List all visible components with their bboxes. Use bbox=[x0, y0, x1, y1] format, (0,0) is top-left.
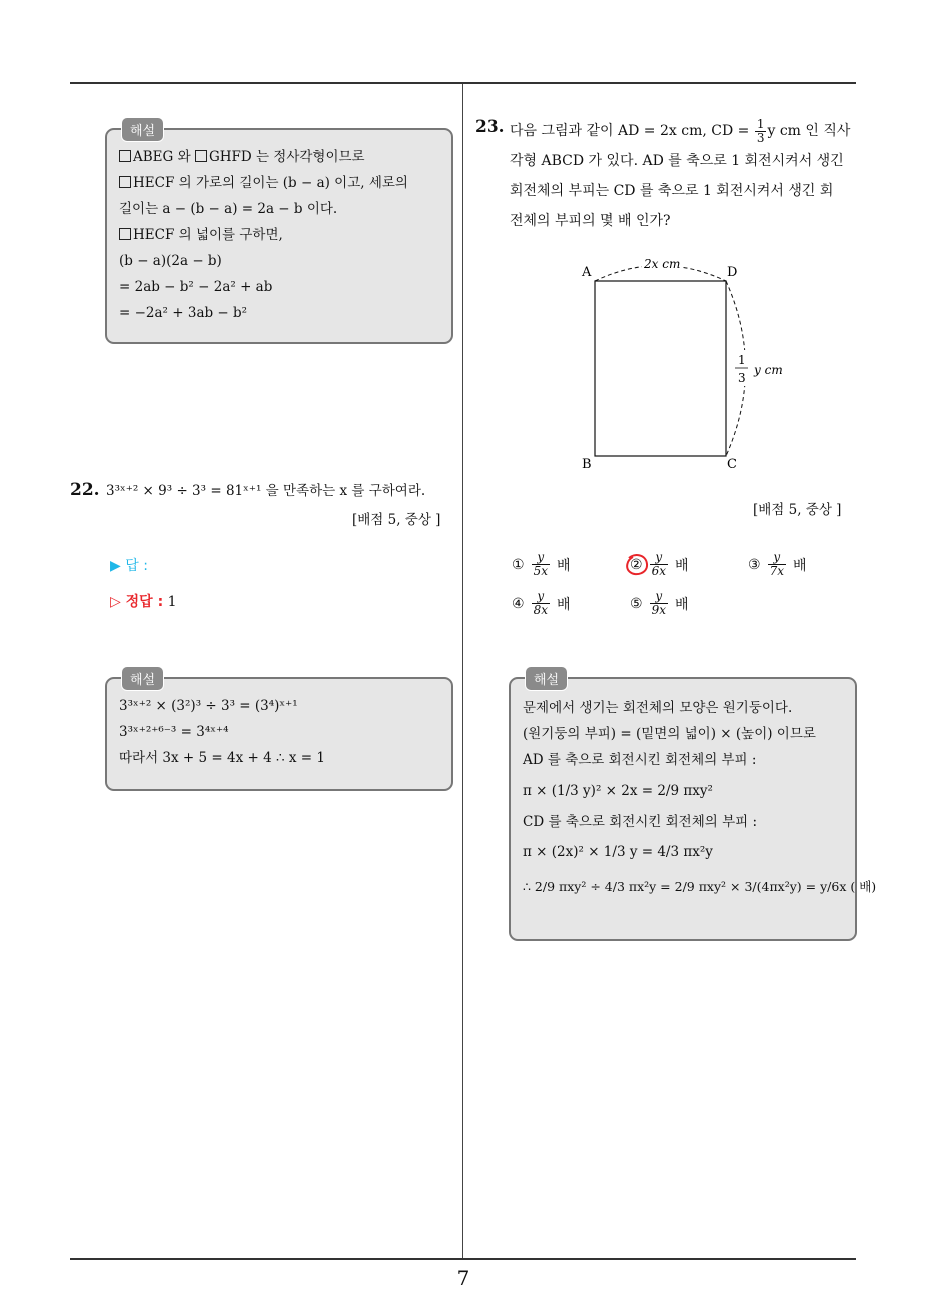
question-22-score: [배점 5, 중상 ] bbox=[352, 512, 441, 528]
choice-1[interactable]: ① $\frac{y}{5x}$ 배 bbox=[512, 550, 571, 578]
vertex-label-b: B bbox=[582, 457, 592, 472]
solution-tag: 해설 bbox=[525, 666, 568, 691]
answer-field-label[interactable]: ▶ 답 : bbox=[110, 558, 148, 574]
solution-line: π × (1/3 y)² × 2x = 2/9 πxy² bbox=[523, 783, 713, 799]
solution-line: (b − a)(2a − b) bbox=[119, 253, 222, 269]
correct-answer-value: 1 bbox=[167, 594, 177, 610]
question-23-score: [배점 5, 중상 ] bbox=[753, 502, 842, 518]
side-length-den: 3 bbox=[738, 371, 746, 385]
solution-line: HECF 의 넓이를 구하면, bbox=[119, 222, 439, 248]
bottom-rule bbox=[70, 1258, 856, 1260]
selected-circle-icon bbox=[624, 552, 650, 578]
question-22-text: 3³ˣ⁺² × 9³ ÷ 3³ = 81ˣ⁺¹ 을 만족하는 x 를 구하여라. bbox=[106, 483, 426, 499]
solution-line: = −2a² + 3ab − b² bbox=[119, 305, 248, 321]
correct-answer-label: ▷ 정답 : bbox=[110, 594, 164, 610]
choice-2[interactable]: ② $\frac{y}{6x}$ 배 bbox=[630, 551, 689, 578]
vertex-label-d: D bbox=[727, 265, 738, 280]
solution-line: (원기둥의 부피) = (밑면의 넓이) × (높이) 이므로 bbox=[523, 726, 816, 742]
side-length-unit: y cm bbox=[754, 363, 783, 377]
top-length-label: 2x cm bbox=[644, 257, 681, 271]
solution-line: ABEG 와 GHFD 는 정사각형이므로 bbox=[119, 144, 439, 170]
question-23-text: 다음 그림과 같이 AD = 2x cm, CD = $\frac{1}{3}$ y cm 인 직사 각형 ABCD 가 있다. AD 를 축으로 1 회전시켜서 생긴 회전체의 부피는 CD 를 축으로 1 회전시켜서 생긴 회 전체의 부피의 몇 배 인가? bbox=[510, 116, 851, 229]
square-symbol-icon bbox=[195, 150, 207, 162]
square-symbol-icon bbox=[119, 176, 131, 188]
choice-3[interactable]: ③ $\frac{y}{7x}$ 배 bbox=[748, 550, 807, 578]
choice-5[interactable]: ⑤ $\frac{y}{9x}$ 배 bbox=[630, 589, 689, 617]
solution-line: HECF 의 가로의 길이는 (b − a) 이고, 세로의 bbox=[119, 170, 439, 196]
question-23-number: 23. bbox=[475, 117, 505, 137]
solution-box-1 bbox=[105, 124, 453, 344]
solution-line: π × (2x)² × 1/3 y = 4/3 πx²y bbox=[523, 844, 713, 860]
solution-box-3 bbox=[509, 673, 877, 941]
question-22-number: 22. bbox=[70, 480, 100, 500]
solution-line: 문제에서 생기는 회전체의 모양은 원기둥이다. bbox=[523, 700, 793, 716]
square-symbol-icon bbox=[119, 150, 131, 162]
square-symbol-icon bbox=[119, 228, 131, 240]
fraction: $\frac{1}{3}$ bbox=[756, 116, 765, 145]
column-divider bbox=[462, 84, 463, 1258]
solution-line: 따라서 3x + 5 = 4x + 4 ∴ x = 1 bbox=[119, 750, 325, 766]
solution-tag: 해설 bbox=[121, 666, 164, 691]
vertex-label-c: C bbox=[727, 457, 737, 472]
solution-line: 길이는 a − (b − a) = 2a − b 이다. bbox=[119, 201, 338, 217]
solution-line: = 2ab − b² − 2a² + ab bbox=[119, 279, 273, 295]
side-length-num: 1 bbox=[738, 353, 746, 367]
solution-line: 3³ˣ⁺² × (3²)³ ÷ 3³ = (3⁴)ˣ⁺¹ bbox=[119, 698, 298, 714]
solution-tag: 해설 bbox=[121, 117, 164, 142]
vertex-label-a: A bbox=[582, 265, 592, 280]
rectangle-abcd bbox=[595, 281, 726, 456]
rectangle-figure bbox=[570, 250, 800, 480]
solution-line: ∴ 2/9 πxy² ÷ 4/3 πx²y = 2/9 πxy² × 3/(4πx²y) = y/6x ( 배) bbox=[523, 879, 877, 894]
choice-4[interactable]: ④ $\frac{y}{8x}$ 배 bbox=[512, 589, 571, 617]
solution-line: 3³ˣ⁺²⁺⁶⁻³ = 3⁴ˣ⁺⁴ bbox=[119, 724, 229, 740]
solution-line: AD 를 축으로 회전시킨 회전체의 부피 : bbox=[523, 752, 757, 768]
page-number: 7 bbox=[456, 1266, 470, 1290]
solution-line: CD 를 축으로 회전시킨 회전체의 부피 : bbox=[523, 814, 758, 830]
correct-answer-row bbox=[110, 591, 177, 611]
solution-box-2 bbox=[105, 673, 453, 791]
top-rule bbox=[70, 82, 856, 84]
